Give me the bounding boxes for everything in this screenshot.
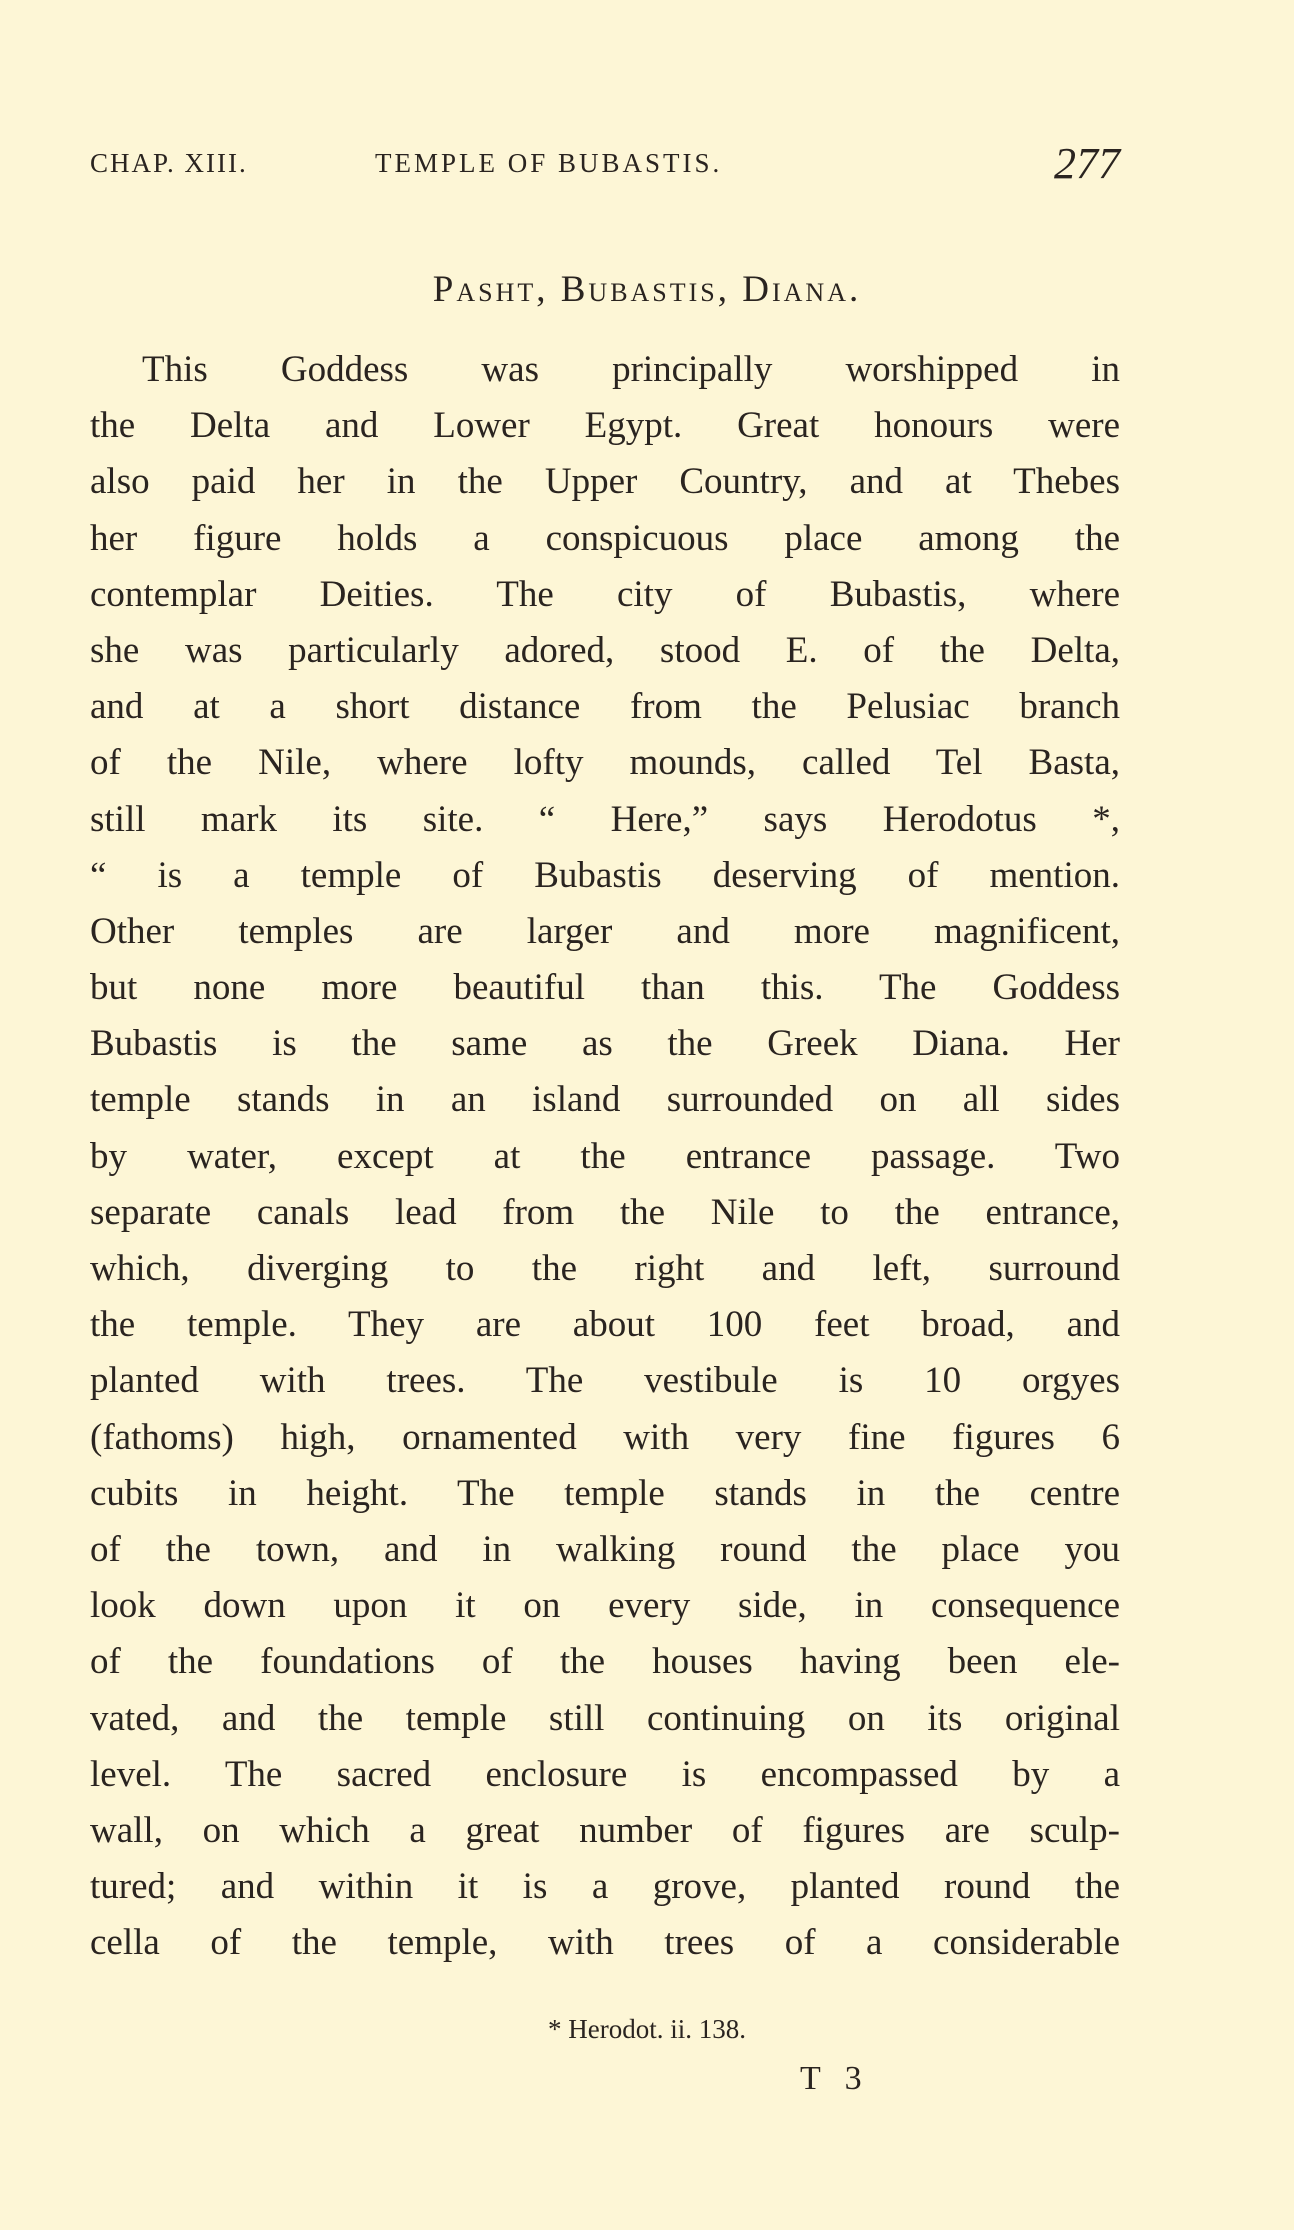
body-line: of the town, and in walking round the place you — [90, 1528, 1120, 1570]
body-line: level. The sacred enclosure is encompassed by a — [90, 1753, 1120, 1795]
body-line: cella of the temple, with trees of a considerable — [90, 1922, 1120, 1964]
body-line: wall, on which a great number of figures are sculp- — [90, 1809, 1120, 1851]
body-line: This Goddess was principally worshipped in — [142, 349, 1120, 390]
signature-mark: T 3 — [800, 2060, 870, 2097]
body-line: of the Nile, where lofty mounds, called Tel Basta, — [90, 742, 1120, 784]
body-line: tured; and within it is a grove, planted round the — [90, 1866, 1120, 1908]
body-text — [90, 342, 1120, 1971]
body-line: still mark its site. “ Here,” says Herodotus *, — [90, 798, 1120, 840]
body-line: “ is a temple of Bubastis deserving of mention. — [90, 854, 1120, 896]
body-line: which, diverging to the right and left, surround — [90, 1248, 1120, 1289]
body-line: cubits in height. The temple stands in the centre — [90, 1472, 1120, 1514]
body-line: temple stands in an island surrounded on all sides — [90, 1079, 1120, 1121]
body-line: Other temples are larger and more magnificent, — [90, 910, 1120, 952]
page-number: 277 — [1054, 139, 1120, 188]
body-line: contemplar Deities. The city of Bubastis, where — [90, 573, 1120, 615]
body-line: planted with trees. The vestibule is 10 orgyes — [90, 1360, 1120, 1402]
body-line: vated, and the temple still continuing on its original — [90, 1697, 1120, 1739]
running-title: TEMPLE OF BUBASTIS. — [375, 148, 723, 178]
body-line: (fathoms) high, ornamented with very fine figures 6 — [90, 1416, 1120, 1458]
body-line: but none more beautiful than this. The Goddess — [90, 967, 1120, 1009]
body-line: the Delta and Lower Egypt. Great honours were — [90, 405, 1120, 447]
section-title: Pasht, Bubastis, Diana. — [432, 269, 862, 310]
body-line: the temple. They are about 100 feet broad, and — [90, 1304, 1120, 1346]
running-head — [90, 138, 1120, 198]
body-line: and at a short distance from the Pelusiac branch — [90, 686, 1120, 728]
body-line: she was particularly adored, stood E. of the Delta, — [90, 629, 1120, 671]
body-line: by water, except at the entrance passage. Two — [90, 1135, 1120, 1177]
chapter-label: CHAP. XIII. — [90, 148, 248, 178]
body-line: Bubastis is the same as the Greek Diana. Her — [90, 1023, 1120, 1065]
body-line: separate canals lead from the Nile to the entrance, — [90, 1191, 1120, 1233]
body-line: also paid her in the Upper Country, and at Thebes — [90, 461, 1120, 503]
body-line: her figure holds a conspicuous place among the — [90, 517, 1120, 559]
footnote: * Herodot. ii. 138. — [548, 2014, 746, 2044]
body-line: of the foundations of the houses having been ele- — [90, 1641, 1120, 1683]
body-line: look down upon it on every side, in consequence — [90, 1585, 1120, 1627]
